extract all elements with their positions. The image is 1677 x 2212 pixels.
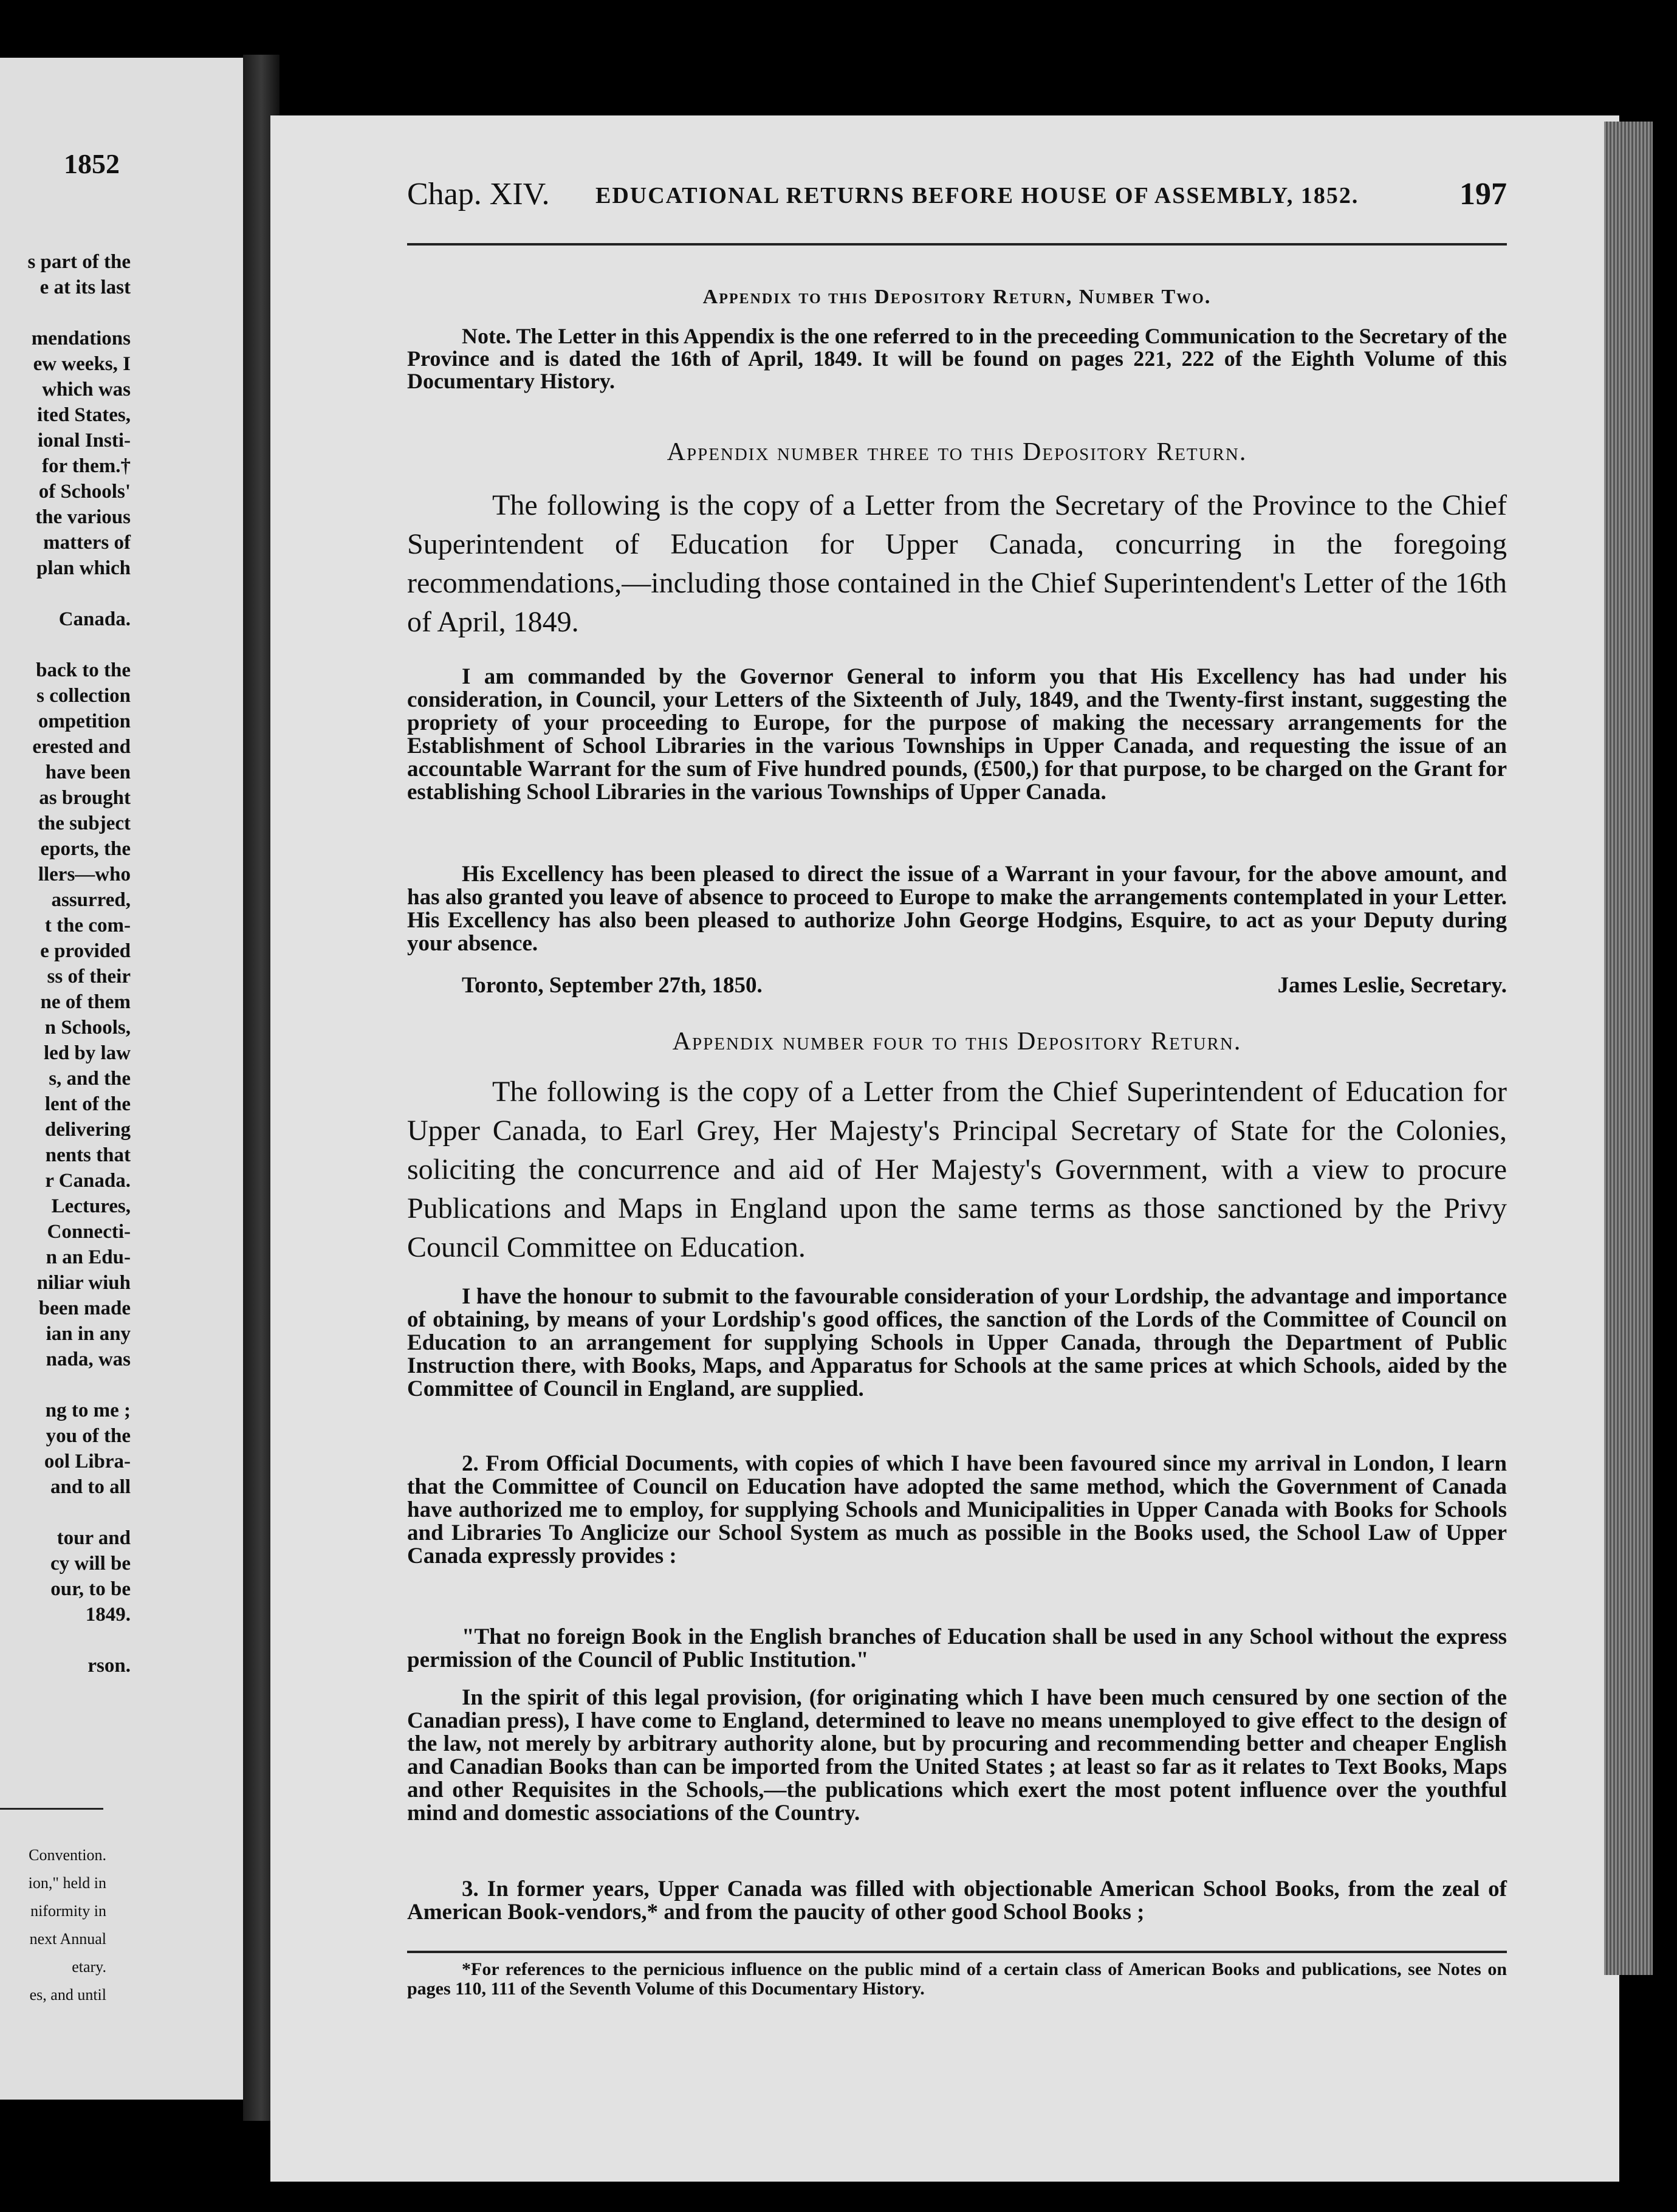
left-page-line: n Schools, <box>44 1017 131 1039</box>
left-page-line: nents that <box>45 1144 131 1166</box>
left-page-line: have been <box>45 761 131 783</box>
left-page-line: Lectures, <box>51 1195 131 1217</box>
left-page-line: assurred, <box>51 889 131 911</box>
left-page-note-line: es, and until <box>29 1986 106 2004</box>
left-page <box>0 58 243 2100</box>
left-page-line: s part of the <box>27 251 131 273</box>
appendix-three-lead: The following is the copy of a Letter from the Secretary of the Province to the Chief Superintendent of Education for Upper Canada, concurring in the foregoing recommendations,—including those contained in the Chief Superintendent's Letter of the 16th of April, 1849. <box>407 489 1507 638</box>
left-page-line: the subject <box>37 812 131 834</box>
left-page-line: ian in any <box>46 1323 131 1345</box>
left-page-line: Connecti- <box>47 1221 131 1243</box>
left-page-line: ool Libra- <box>44 1451 131 1472</box>
left-page-line: e provided <box>40 940 131 962</box>
left-page-line: as brought <box>39 787 131 809</box>
left-page-line: ne of them <box>40 991 131 1013</box>
left-page-note-line: next Annual <box>29 1930 106 1948</box>
left-page-line: lent of the <box>44 1093 131 1115</box>
left-page-line: niliar wiuh <box>36 1272 131 1294</box>
footnote-rule <box>407 1951 1507 1953</box>
left-page-line: mendations <box>31 328 131 349</box>
left-page-line: cy will be <box>50 1553 131 1575</box>
right-page <box>270 115 1619 2182</box>
left-page-line: you of the <box>46 1425 131 1447</box>
left-page-line: matters of <box>43 532 131 554</box>
appendix-three-letter-para2: His Excellency has been pleased to direct the issue of a Warrant in your favour, for the above amount, and has also granted you leave of absence to proceed to Europe to make the arrangements contemplated in your Letter. His Excellency has also been pleased to authorize John George Hodgins, Esquire, to act as your Deputy during your absence. <box>407 862 1507 956</box>
left-page-text <box>0 249 131 1678</box>
appendix-four-heading: Appendix number four to this Depository Return. <box>672 1028 1242 1056</box>
left-page-line <box>0 300 131 326</box>
left-page-line: back to the <box>36 659 131 681</box>
letter-location-date: Toronto, September 27th, 1850. <box>462 973 763 998</box>
left-page-line: for them.† <box>41 455 131 477</box>
left-page-line: llers—who <box>38 864 131 885</box>
left-page-line: and to all <box>50 1476 131 1498</box>
left-page-line: our, to be <box>50 1578 131 1600</box>
left-page-line <box>0 581 131 606</box>
left-page-line: ss of their <box>47 966 131 987</box>
left-page-note-line: Convention. <box>29 1846 106 1864</box>
appendix-four-letter-para4: 3. In former years, Upper Canada was filled with objectionable American School Books, from the zeal of American Book-vendors,* and from the paucity of other good School Books ; <box>407 1877 1507 1925</box>
footnote <box>407 1960 1507 1999</box>
left-page-line: Canada. <box>58 608 131 630</box>
left-page-line: plan which <box>36 557 131 579</box>
left-page-line <box>0 632 131 658</box>
left-page-year: 1852 <box>64 148 120 179</box>
left-page-line: tour and <box>57 1527 131 1549</box>
left-page-notes <box>0 1841 106 2009</box>
left-page-line: nada, was <box>46 1348 131 1370</box>
left-page-line: ited States, <box>37 404 131 426</box>
appendix-two-note: Note. The Letter in this Appendix is the one referred to in the preceeding Communication to the Secretary of the Province and is dated the 16th of April, 1849. It will be found on pages 221, 222 of the Eighth Volume of this Documentary History. <box>407 324 1507 393</box>
left-page-line: which was <box>42 379 131 400</box>
page-number: 197 <box>1459 177 1507 211</box>
left-page-line: e at its last <box>39 276 131 298</box>
left-page-line: ompetition <box>38 710 131 732</box>
left-page-line: eports, the <box>40 838 131 860</box>
appendix-four-letter-para1: I have the honour to submit to the favourable consideration of your Lordship, the advantage and importance of obtaining, by means of your Lordship's good offices, the sanction of the Lords of the Committee of Council on Education to an arrangement for supplying Schools in Upper Canada, through the Department of Public Instruction there, with Books, Maps, and Apparatus for Schools at the same prices at which Schools, aided by the Committee of Council in England, are supplied. <box>407 1284 1507 1401</box>
left-page-line: delivering <box>44 1119 131 1141</box>
header-rule <box>407 243 1507 246</box>
left-page-line: of Schools' <box>38 481 131 503</box>
running-header <box>407 176 1507 219</box>
appendix-four-lead: The following is the copy of a Letter from the Chief Superintendent of Education for Upper Canada, to Earl Grey, Her Majesty's Principal Secretary of State for the Colonies, soliciting the concurrence and aid of Her Majesty's Government, with a view to procure Publications and Maps in England upon the same terms as those sanctioned by the Privy Council Committee on Education. <box>407 1076 1507 1263</box>
left-page-line: s collection <box>36 685 131 707</box>
appendix-four-letter-para3: In the spirit of this legal provision, (for originating which I have been much censured by one section of the Canadian press), I have come to England, determined to leave no means unemployed to give effect to the design of the law, not merely by arbitrary authority alone, but by procuring and recommending better and cheaper English and Canadian Books than can be imported from the United States ; at least so far as it relates to Text Books, Maps and other Requisites in the Schools,—the publications which exert the most potent influence over the youthful mind and domestic associations of the Country. <box>407 1685 1507 1826</box>
left-page-note-line: niformity in <box>30 1902 106 1920</box>
left-page-line <box>0 1500 131 1525</box>
left-page-line: ional Insti- <box>37 430 131 452</box>
left-page-line: n an Edu- <box>46 1246 131 1268</box>
header-title: EDUCATIONAL RETURNS BEFORE HOUSE OF ASSEMBLY, 1852. <box>595 183 1359 208</box>
left-page-line: r Canada. <box>45 1170 131 1192</box>
left-page-line: t the com- <box>44 915 131 936</box>
appendix-three-letter-para1: I am commanded by the Governor General to inform you that His Excellency has had under his consideration, in Council, your Letters of the Sixteenth of July, 1849, and the Twenty-first instant, suggesting the propriety of your proceeding to Europe, for the purpose of making the necessary arrangements for the Establishment of School Libraries in the various Townships in Upper Canada, and requesting the issue of an accountable Warrant for the sum of Five hundred pounds, (£500,) for that purpose, to be charged on the Grant for establishing School Libraries in the various Townships of Upper Canada. <box>407 664 1507 805</box>
letter-signatory: James Leslie, Secretary. <box>1277 973 1507 998</box>
left-page-note-line: ion," held in <box>28 1874 106 1892</box>
left-page-line: erested and <box>32 736 131 758</box>
footnote-text: *For references to the pernicious influence on the public mind of a certain class of American Books and publications, see Notes on pages 110, 111 of the Seventh Volume of this Documentary History. <box>407 1959 1507 1999</box>
left-page-note-line: etary. <box>72 1958 106 1976</box>
appendix-four-letter-para2: 2. From Official Documents, with copies of which I have been favoured since my arrival in London, I learn that the Committee of Council on Education have adopted the same method, which the Government of Canada have authorized me to employ, for supplying Schools and Municipalities in Upper Canada with Books for Schools and Libraries To Anglicize our School System as much as possible in the Books used, the School Law of Upper Canada expressly provides : <box>407 1451 1507 1568</box>
left-page-rule <box>0 1808 103 1810</box>
left-page-line <box>0 1627 131 1653</box>
appendix-four-quote: "That no foreign Book in the English branches of Education shall be used in any School without the express permission of the Council of Public Institution." <box>407 1624 1507 1672</box>
appendix-three-heading: Appendix number three to this Depository Return. <box>667 438 1247 466</box>
left-page-line <box>0 1372 131 1398</box>
left-page-line: been made <box>38 1297 131 1319</box>
appendix-two-heading: Appendix to this Depository Return, Number Two. <box>702 286 1212 308</box>
left-page-line: ew weeks, I <box>33 353 131 375</box>
page-stack-edge <box>1604 122 1653 1975</box>
left-page-line: the various <box>35 506 131 528</box>
left-page-line: ng to me ; <box>45 1400 131 1421</box>
left-page-line: rson. <box>87 1655 131 1677</box>
left-page-line: s, and the <box>49 1068 131 1090</box>
chapter-label: Chap. XIV. <box>407 177 550 211</box>
left-page-line: led by law <box>43 1042 131 1064</box>
left-page-line: 1849. <box>85 1604 131 1626</box>
